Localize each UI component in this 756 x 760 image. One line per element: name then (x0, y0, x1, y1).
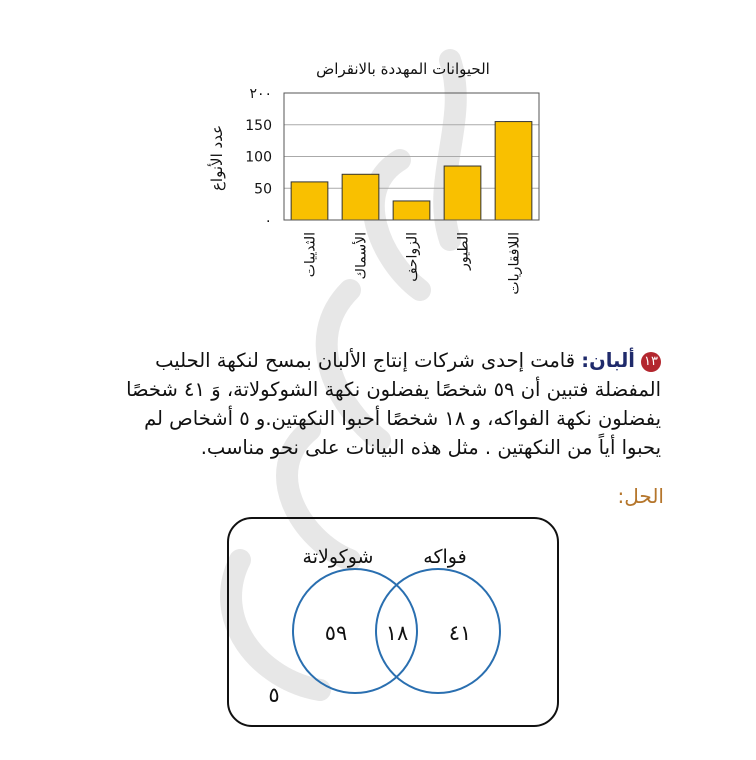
x-tick-label: الأسماك (353, 232, 370, 280)
y-tick-label: ٢٠٠ (249, 86, 272, 102)
venn-label-fruit: فواكه (423, 546, 467, 568)
problem-number-badge: ١٣ (641, 352, 661, 372)
chart-ylabel: عدد الأنواع (208, 124, 226, 192)
venn-label-chocolate: شوكولاتة (302, 546, 374, 568)
problem-topic: ألبان: (581, 349, 635, 372)
venn-value-fruit-only: ٤١ (448, 621, 472, 645)
x-tick-label: الثدييات (302, 232, 319, 278)
y-tick-label: 100 (245, 149, 272, 166)
chart-title: الحيوانات المهددة بالانقراض (316, 60, 490, 78)
x-tick-label: الزواحف (404, 232, 421, 282)
solution-label: الحل: (617, 484, 664, 508)
x-tick-label: الطيور (455, 232, 472, 270)
problem-text: قامت إحدى شركات إنتاج الألبان بمسح لنكهة الحليب المفضلة فتبين أن ٥٩ شخصًا يفضلون نكهة الشوكولاتة، وَ ٤١ شخصًا يفضلون نكهة الفواكه، و ١٨ شخصًا أحبوا النكهتين.و ٥ أشخاص لم يحبوا أياً من النكهتين . مثل هذه البيانات على نحو مناسب. (126, 349, 661, 459)
venn-value-outside: ٥ (268, 683, 280, 707)
x-tick-label: اللافقاريات (506, 232, 523, 295)
y-tick-label: ٠ (264, 213, 272, 229)
venn-value-both: ١٨ (385, 621, 409, 645)
y-tick-label: 50 (254, 181, 272, 198)
y-tick-label: 150 (245, 117, 272, 134)
venn-value-chocolate-only: ٥٩ (324, 621, 348, 645)
